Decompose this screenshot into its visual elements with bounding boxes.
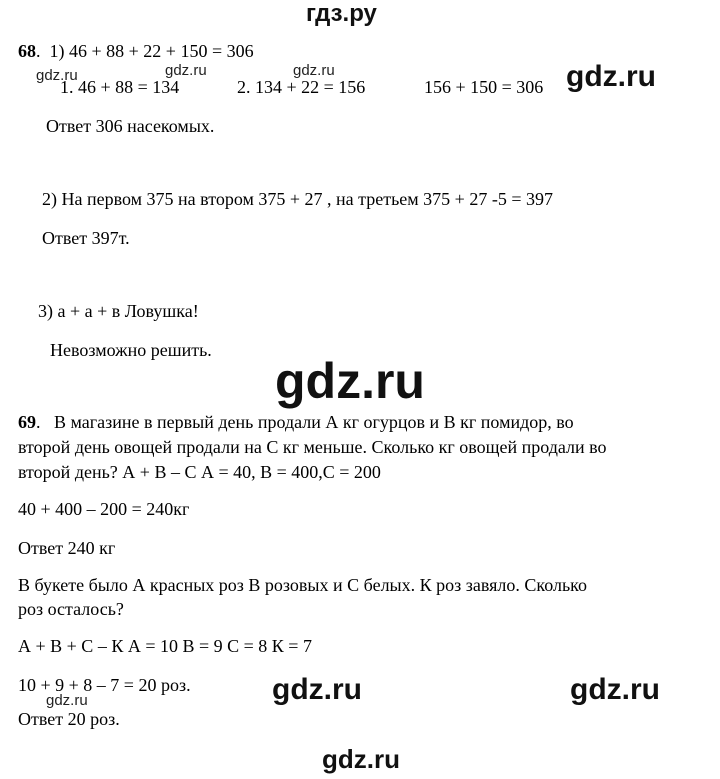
task68-part3: 3) а + а + в Ловушка! xyxy=(38,301,199,321)
site-title: гдз.ру xyxy=(306,0,377,27)
task69-problem2-vars: А + В + С – К А = 10 В = 9 С = 8 К = 7 xyxy=(18,636,312,656)
task68-answer2: Ответ 397т. xyxy=(42,228,130,248)
task68-answer3: Невозможно решить. xyxy=(50,340,212,360)
watermark-medium-2: gdz.ru xyxy=(272,673,362,706)
watermark-small-3: gdz.ru xyxy=(293,62,335,79)
task69-problem1-line1: В магазине в первый день продали А кг огурцов и В кг помидор, во xyxy=(54,412,574,432)
task69-problem1-solution: 40 + 400 – 200 = 240кг xyxy=(18,499,190,519)
task69-problem2-answer: Ответ 20 роз. xyxy=(18,709,120,729)
watermark-medium-3: gdz.ru xyxy=(570,673,660,706)
task68-step3: 156 + 150 = 306 xyxy=(424,77,544,97)
task69-problem2-line1: В букете было А красных роз В розовых и С белых. К роз завяло. Сколько xyxy=(18,575,588,595)
watermark-large: gdz.ru xyxy=(275,353,425,409)
watermark-medium-4: gdz.ru xyxy=(322,744,400,774)
task68-step1: 1. 46 + 88 = 134 xyxy=(60,77,180,97)
task68-equation: 1) 46 + 88 + 22 + 150 = 306 xyxy=(49,41,254,61)
task69-problem1-line2: второй день овощей продали на С кг меньше. Сколько кг овощей продали во xyxy=(18,437,607,457)
task68-part2: 2) На первом 375 на втором 375 + 27 , на третьем 375 + 27 -5 = 397 xyxy=(42,189,553,209)
task68-number: 68 xyxy=(18,41,36,61)
task69-line1: 69. В магазине в первый день продали А кг огурцов и В кг помидор, во xyxy=(18,412,574,432)
task69-problem1-line3: второй день? А + В – С А = 40, В = 400,С = 200 xyxy=(18,462,381,482)
task69-problem2-solution: 10 + 9 + 8 – 7 = 20 роз. xyxy=(18,675,191,695)
task69-problem2-line2: роз осталось? xyxy=(18,599,124,619)
task68-line1: 68. 1) 46 + 88 + 22 + 150 = 306 xyxy=(18,41,254,61)
task69-number: 69 xyxy=(18,412,36,432)
task68-answer1: Ответ 306 насекомых. xyxy=(46,116,215,136)
watermark-small-2: gdz.ru xyxy=(165,62,207,79)
task69-problem1-answer: Ответ 240 кг xyxy=(18,538,116,558)
watermark-medium-1: gdz.ru xyxy=(566,60,656,93)
task68-step2: 2. 134 + 22 = 156 xyxy=(237,77,366,97)
watermark-small-4: gdz.ru xyxy=(46,692,88,709)
watermark-small-1: gdz.ru xyxy=(36,67,78,84)
